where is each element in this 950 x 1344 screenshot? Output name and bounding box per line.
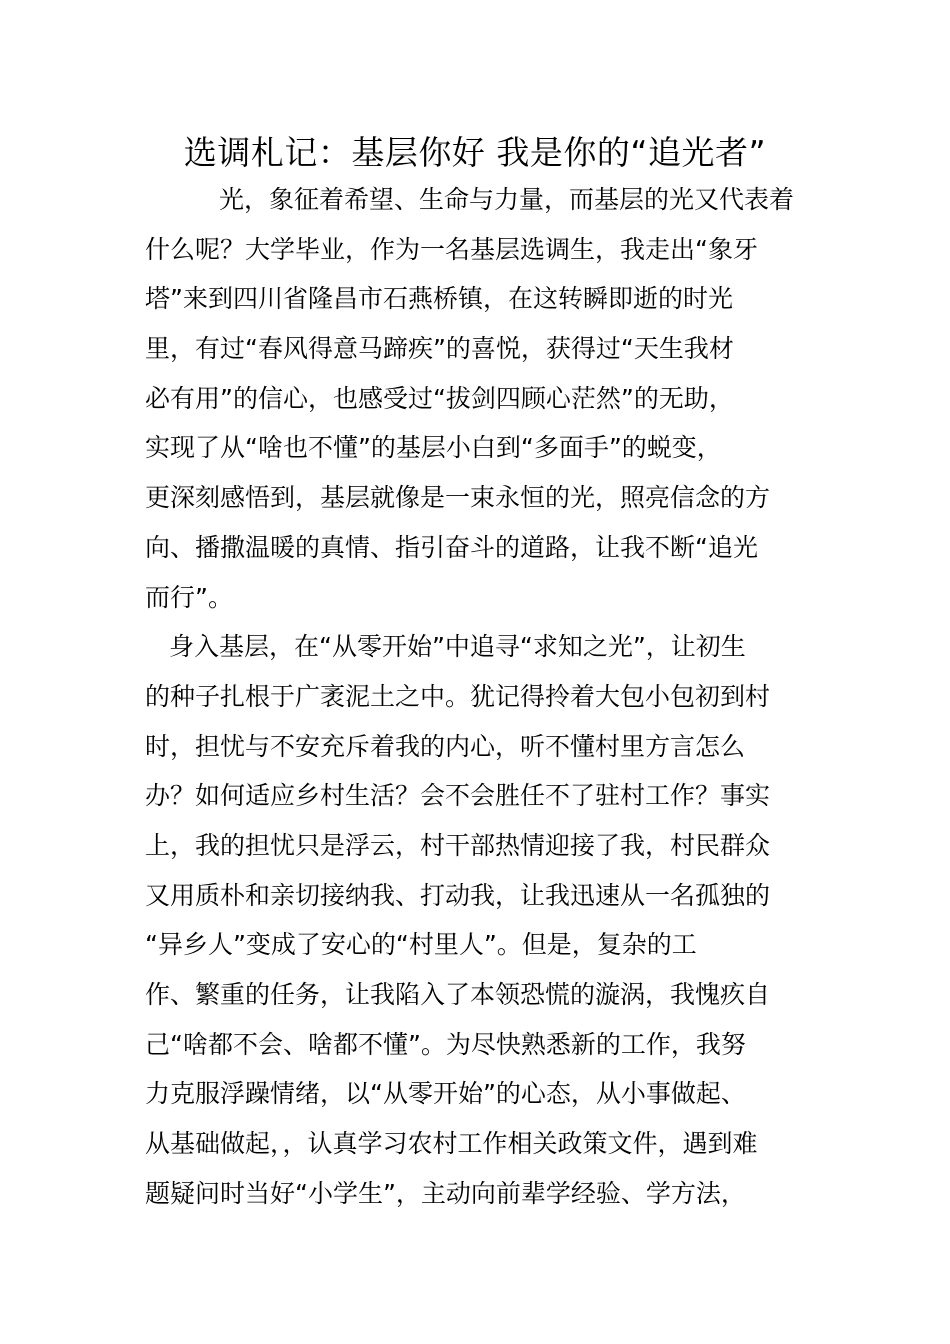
text-line: 办？如何适应乡村生活？会不会胜任不了驻村工作？事实 bbox=[145, 781, 771, 811]
text-line: 里，有过“春风得意马蹄疾”的喜悦，获得过“天生我材 bbox=[145, 334, 734, 364]
text-line: 而行”。 bbox=[145, 582, 233, 612]
paragraph-1 bbox=[145, 175, 810, 622]
text-line: 作、繁重的任务，让我陷入了本领恐慌的漩涡，我愧疚自 bbox=[145, 980, 771, 1009]
text-line: 光，象征着希望、生命与力量，而基层的光又代表着 bbox=[219, 185, 795, 214]
text-line: “异乡人”变成了安心的“村里人”。但是，复杂的工 bbox=[145, 930, 697, 960]
text-line: 更深刻感悟到，基层就像是一束永恒的光，照亮信念的方 bbox=[145, 483, 771, 513]
text-line: 力克服浮躁情绪，以“从零开始”的心态，从小事做起、 bbox=[145, 1079, 746, 1109]
text-line: 上，我的担忧只是浮云，村干部热情迎接了我，村民群众 bbox=[145, 830, 771, 860]
paragraph-2 bbox=[145, 622, 810, 1218]
text-line: 实现了从“啥也不懂”的基层小白到“多面手”的蜕变， bbox=[145, 433, 722, 463]
text-line: 必有用”的信心，也感受过“拔剑四顾心茫然”的无助， bbox=[145, 383, 734, 413]
text-line: 己“啥都不会、啥都不懂”。为尽快熟悉新的工作，我努 bbox=[145, 1029, 746, 1059]
text-line: 向、播撒温暖的真情、指引奋斗的道路，让我不断“追光 bbox=[145, 532, 758, 562]
text-line: 的种子扎根于广袤泥土之中。犹记得拎着大包小包初到村 bbox=[145, 681, 771, 711]
text-line: 题疑问时当好“小学生”，主动向前辈学经验、学方法， bbox=[145, 1178, 746, 1208]
document-body bbox=[145, 175, 810, 1218]
text-line: 从基础做起，，认真学习农村工作相关政策文件，遇到难 bbox=[145, 1129, 758, 1159]
text-line: 塔”来到四川省隆昌市石燕桥镇，在这转瞬即逝的时光 bbox=[145, 284, 733, 314]
text-line: 时，担忧与不安充斥着我的内心，听不懂村里方言怎么 bbox=[145, 731, 746, 761]
text-line: 什么呢？大学毕业，作为一名基层选调生，我走出“象牙 bbox=[145, 234, 758, 264]
text-line: 身入基层，在“从零开始”中追寻“求知之光”，让初生 bbox=[169, 632, 746, 662]
text-line: 又用质朴和亲切接纳我、打动我，让我迅速从一名孤独的 bbox=[145, 880, 771, 910]
document-title: 选调札记：基层你好 我是你的“追光者” bbox=[183, 133, 767, 172]
